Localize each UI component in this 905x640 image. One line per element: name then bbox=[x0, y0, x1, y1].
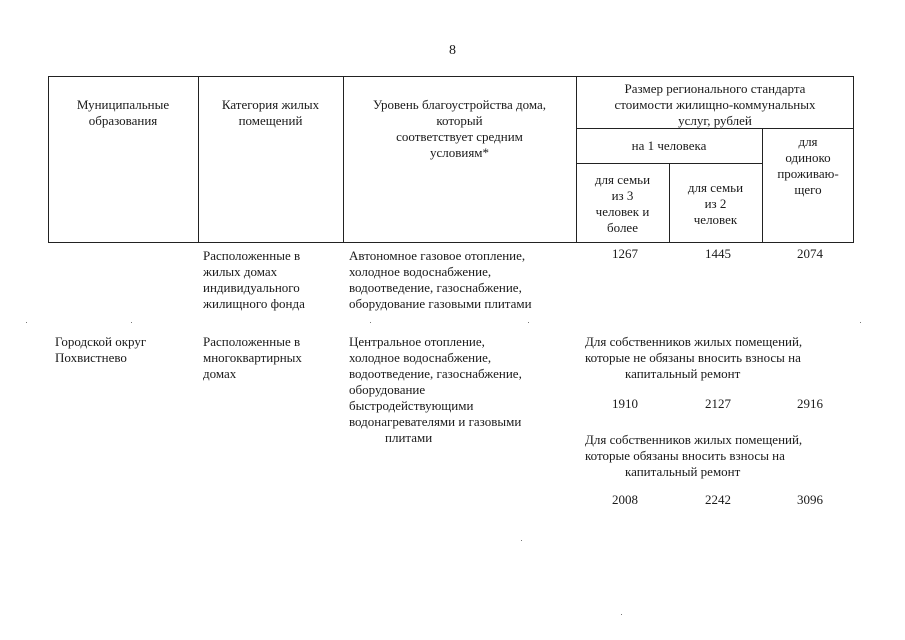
header-family-2: для семьи из 2 человек bbox=[687, 180, 744, 227]
row1-category: Расположенные в жилых домах индивидуального жилищного фонда bbox=[203, 248, 305, 311]
header-family-3: для семьи из 3 человек и более bbox=[594, 172, 651, 235]
header-single: для одиноко проживаю- щего bbox=[777, 134, 839, 197]
row1-value-family3: 1267 bbox=[612, 246, 638, 261]
scan-speck bbox=[860, 322, 861, 323]
row2-group1-value-family3: 1910 bbox=[612, 396, 638, 411]
row2-note-obliged: Для собственников жилых помещений, которые обязаны вносить взносы на капитальный ремонт bbox=[585, 432, 803, 479]
table-header bbox=[48, 76, 854, 243]
row2-group1-value-family2: 2127 bbox=[705, 396, 731, 411]
row2-amenity-level: Центральное отопление, холодное водоснабжение, водоотведение, газоснабжение, оборудование быстродействующими водонагревателями и газовыми плитами bbox=[349, 334, 522, 445]
header-municipal: Муниципальные образования bbox=[76, 97, 170, 128]
row1-value-single: 2074 bbox=[797, 246, 823, 261]
scan-speck bbox=[26, 322, 27, 323]
scan-speck bbox=[528, 322, 529, 323]
page-number: 8 bbox=[449, 43, 456, 58]
row2-group2-value-single: 3096 bbox=[797, 492, 823, 507]
header-per-person: на 1 человека bbox=[631, 138, 707, 153]
row1-amenity-level: Автономное газовое отопление, холодное водоснабжение, водоотведение, газоснабжение, оборудование газовыми плитами bbox=[349, 248, 532, 311]
scan-speck bbox=[621, 614, 622, 615]
row1-value-family2: 1445 bbox=[705, 246, 731, 261]
row2-category: Расположенные в многоквартирных домах bbox=[203, 334, 302, 381]
row2-note-not-obliged: Для собственников жилых помещений, которые не обязаны вносить взносы на капитальный ремонт bbox=[585, 334, 803, 381]
header-amenity-level: Уровень благоустройства дома, который соответствует средним условиям* bbox=[372, 97, 547, 160]
row2-group1-value-single: 2916 bbox=[797, 396, 823, 411]
header-category: Категория жилых помещений bbox=[221, 97, 320, 128]
header-standard-size: Размер регионального стандарта стоимости жилищно-коммунальных услуг, рублей bbox=[614, 81, 816, 128]
row2-municipal: Городской округ Похвистнево bbox=[55, 334, 147, 365]
scan-speck bbox=[131, 322, 132, 323]
row2-group2-value-family2: 2242 bbox=[705, 492, 731, 507]
scan-speck bbox=[521, 540, 522, 541]
row2-group2-value-family3: 2008 bbox=[612, 492, 638, 507]
scan-speck bbox=[370, 322, 371, 323]
